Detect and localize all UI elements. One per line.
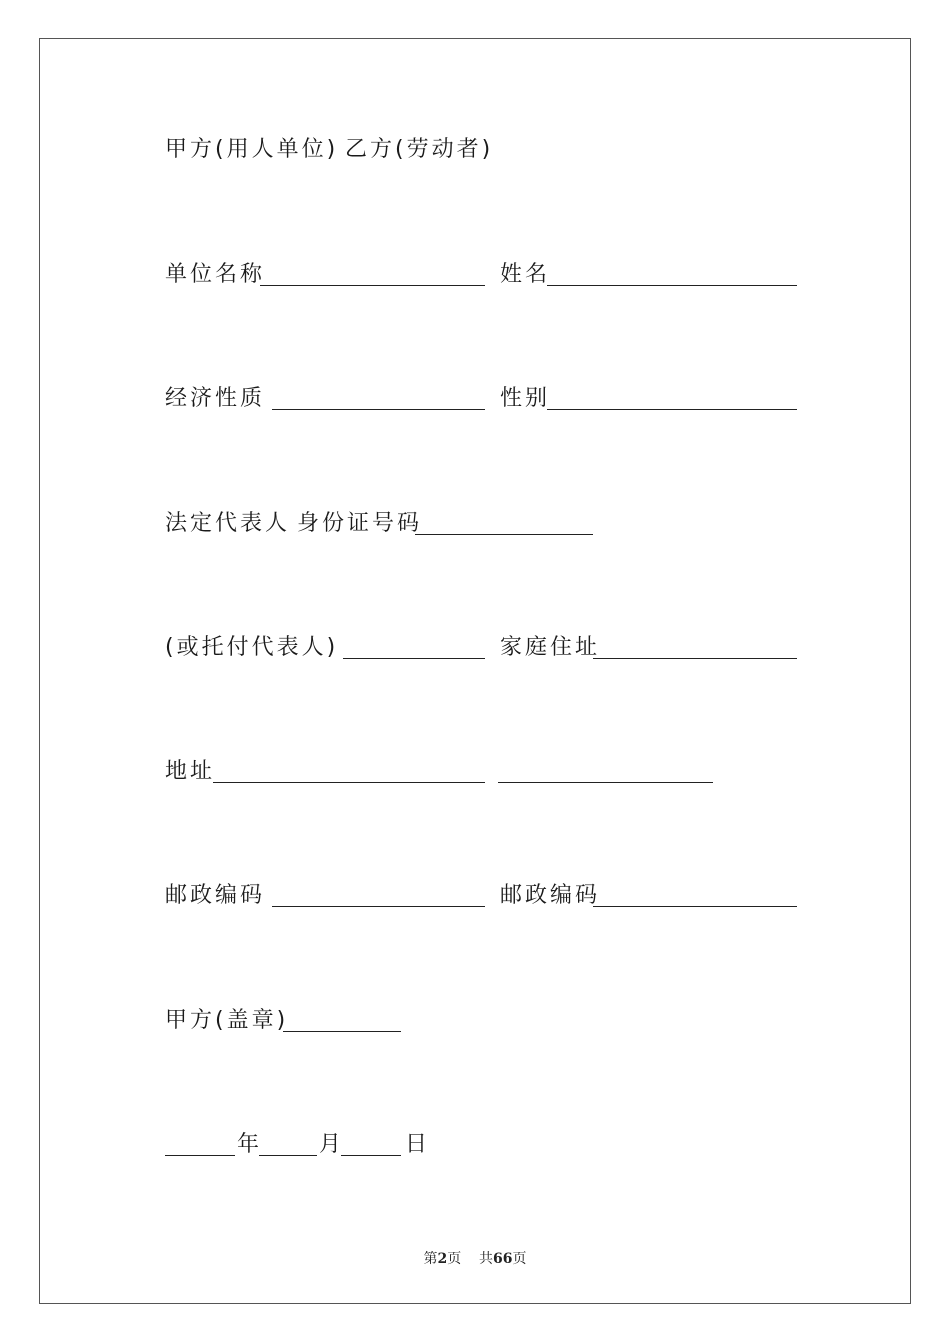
month-label: 月 (319, 1132, 345, 1157)
party-a-seal-blank[interactable] (283, 1031, 401, 1032)
day-blank[interactable] (341, 1155, 401, 1156)
entrusted-representative-row (165, 634, 805, 664)
party-b-heading: 乙方(劳动者) (345, 137, 494, 162)
name-label: 姓名 (500, 262, 551, 287)
id-number-label: 身份证号码 (297, 511, 423, 536)
page-number: 2 (437, 1251, 448, 1267)
name-blank[interactable] (547, 285, 797, 286)
page-footer (0, 1248, 950, 1268)
year-blank[interactable] (165, 1155, 235, 1156)
total-prefix: 共 (479, 1251, 494, 1267)
year-label: 年 (237, 1132, 263, 1157)
unit-name-blank[interactable] (260, 285, 485, 286)
unit-name-label: 单位名称 (165, 262, 266, 287)
unit-name-row (165, 261, 805, 291)
gender-label: 性别 (500, 386, 551, 411)
entrusted-representative-label: (或托付代表人) (165, 635, 339, 660)
gender-blank[interactable] (547, 409, 797, 410)
id-number-blank[interactable] (415, 534, 593, 535)
address-continued-blank[interactable] (498, 782, 713, 783)
economic-nature-row (165, 385, 805, 415)
address-blank[interactable] (213, 782, 485, 783)
page-prefix: 第 (423, 1251, 438, 1267)
total-suffix: 页 (512, 1251, 527, 1267)
party-a-seal-label: 甲方(盖章) (165, 1008, 289, 1033)
postal-code-a-blank[interactable] (272, 906, 485, 907)
day-label: 日 (405, 1132, 431, 1157)
home-address-label: 家庭住址 (500, 635, 601, 660)
home-address-blank[interactable] (593, 658, 797, 659)
date-row (165, 1131, 805, 1161)
page-suffix: 页 (447, 1251, 462, 1267)
postal-code-a-label: 邮政编码 (165, 883, 266, 908)
legal-representative-row (165, 510, 805, 540)
address-row (165, 758, 805, 788)
postal-code-b-blank[interactable] (593, 906, 797, 907)
postal-code-row (165, 882, 805, 912)
legal-representative-label: 法定代表人 (165, 511, 291, 536)
entrusted-representative-blank[interactable] (343, 658, 485, 659)
month-blank[interactable] (259, 1155, 317, 1156)
party-a-seal-row (165, 1007, 805, 1037)
economic-nature-label: 经济性质 (165, 386, 266, 411)
address-label: 地址 (165, 759, 216, 784)
page-frame (39, 38, 911, 1304)
postal-code-b-label: 邮政编码 (500, 883, 601, 908)
total-pages: 66 (493, 1251, 513, 1267)
party-a-heading: 甲方(用人单位) (165, 137, 339, 162)
economic-nature-blank[interactable] (272, 409, 485, 410)
